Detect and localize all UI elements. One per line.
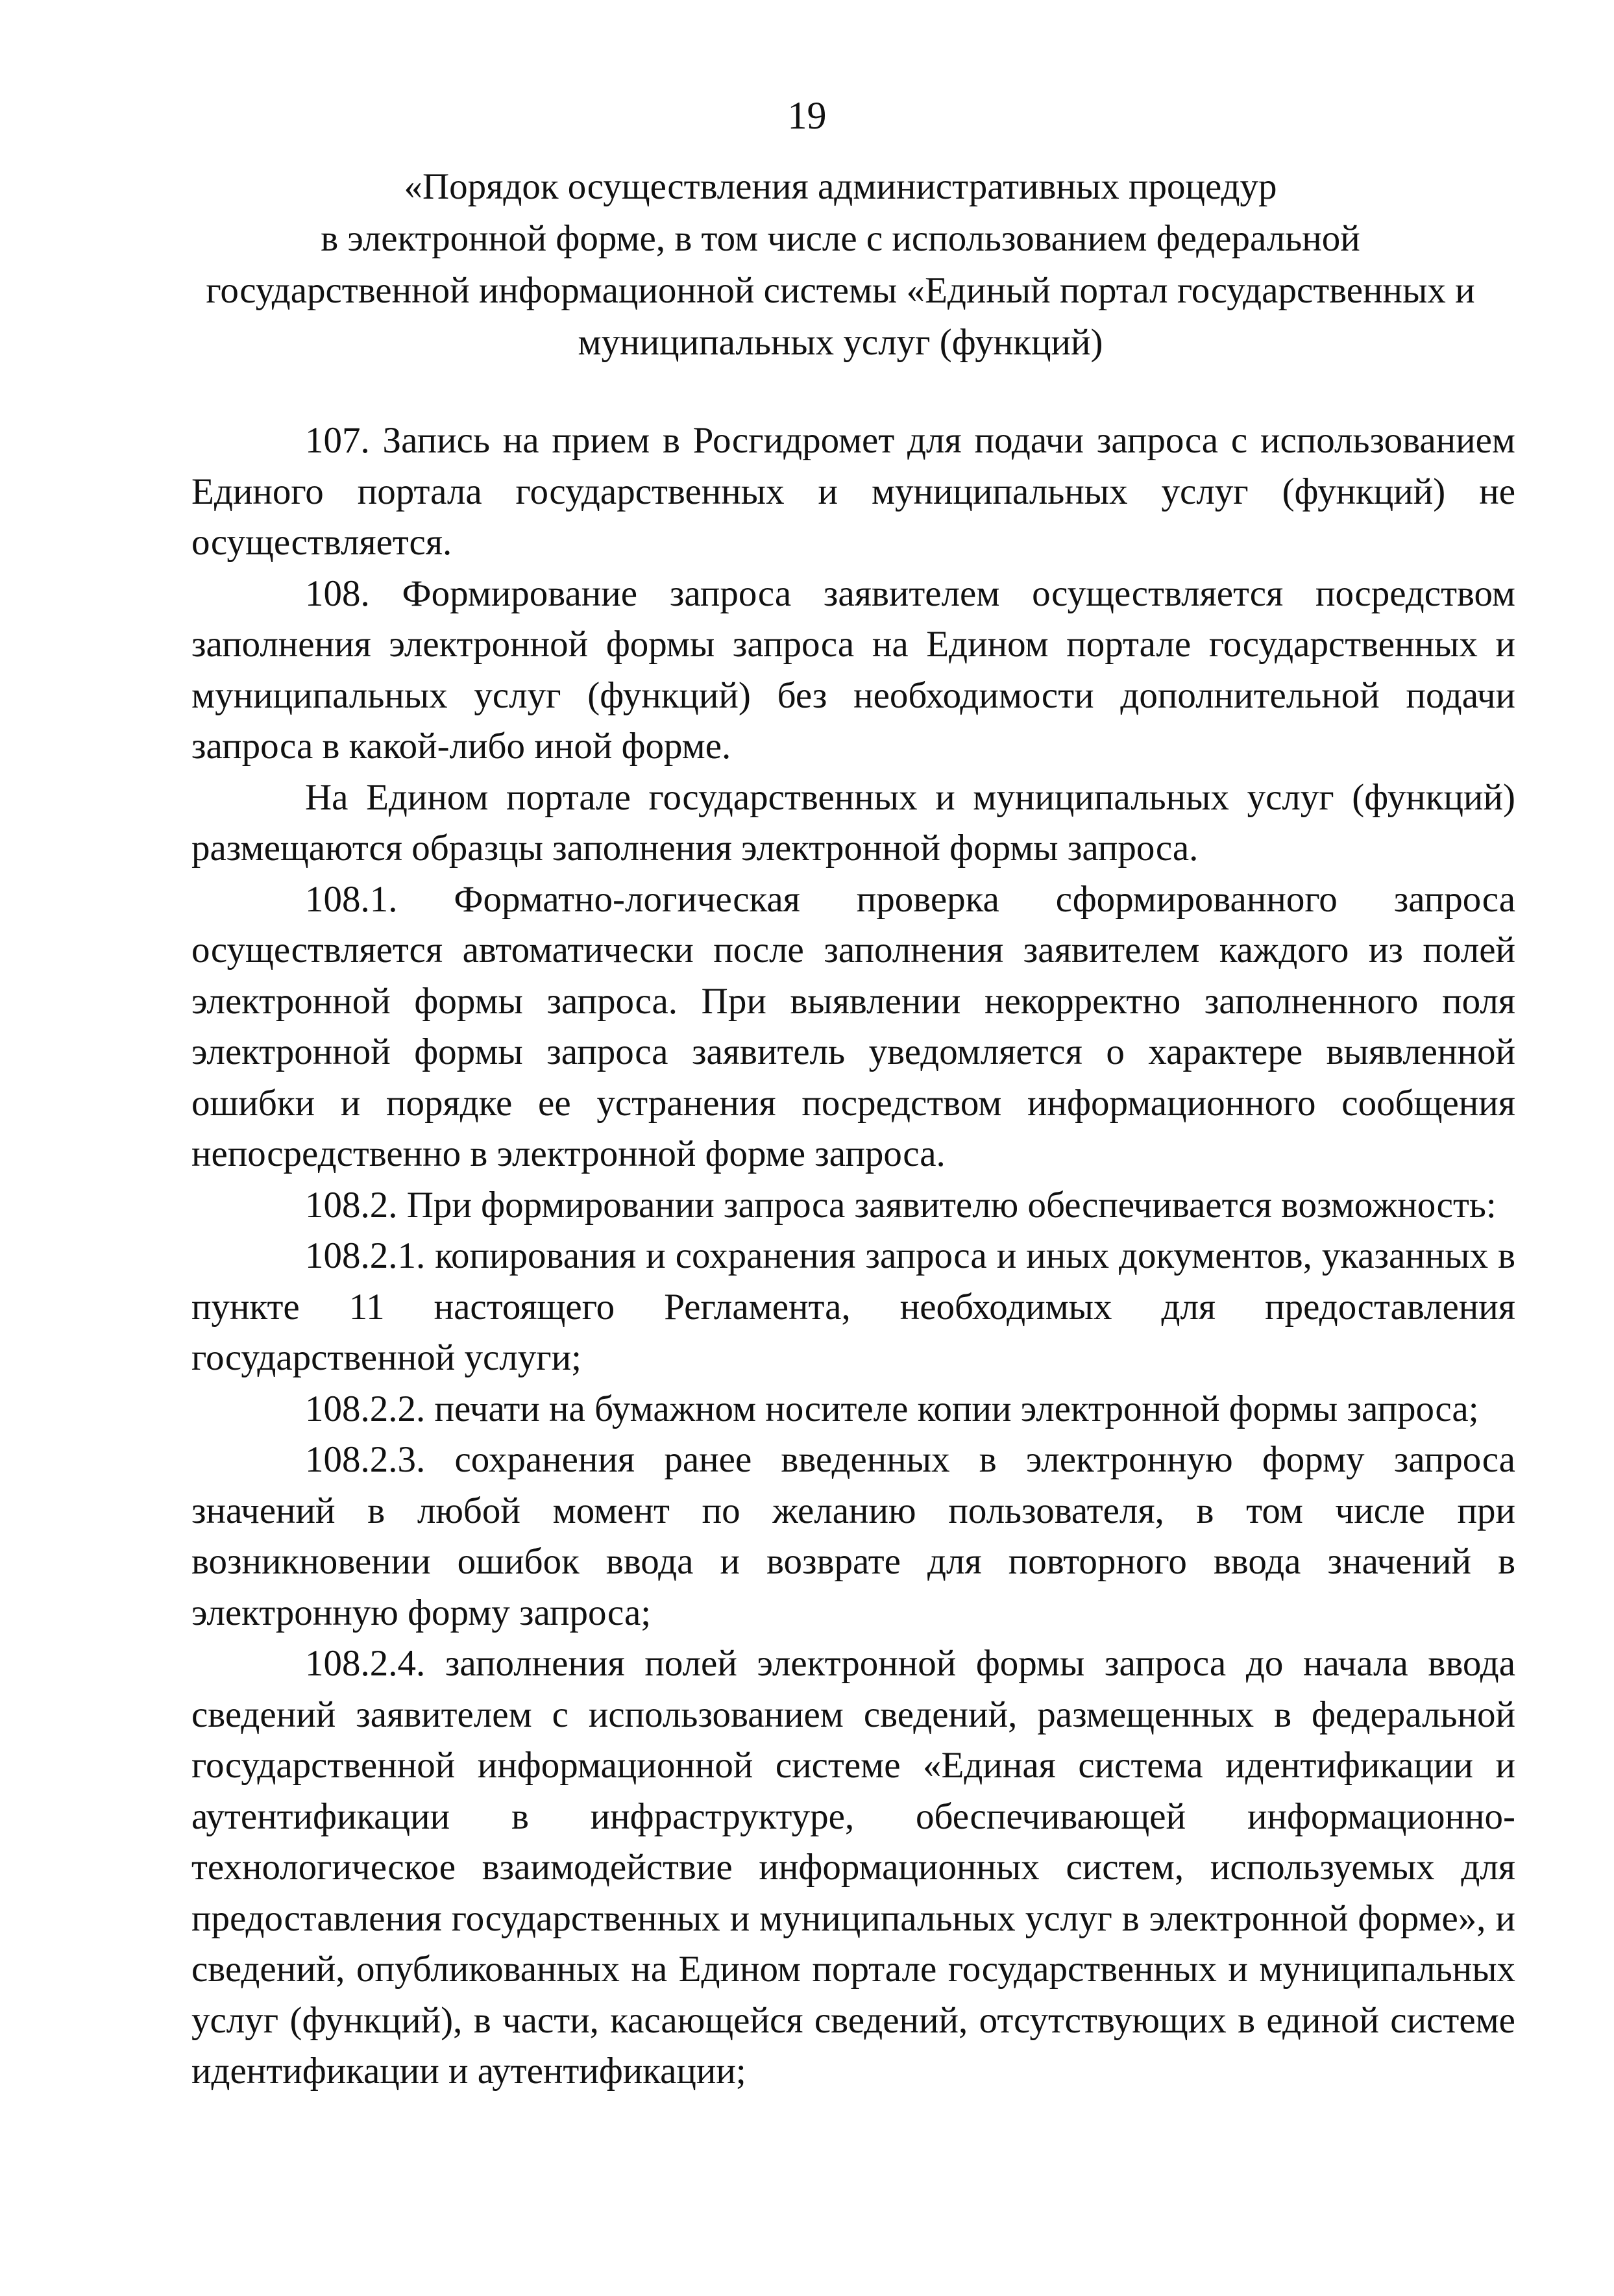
paragraph-108-2: 108.2. При формировании запроса заявителю обеспечивается возможность:: [305, 1184, 1497, 1226]
paragraph-108: 108. Формирование запроса заявителем осуществляется посредством заполнения электронной формы запроса на Едином портале государственных и муниципальных услуг (функций) без необходимости дополнительной подачи запроса в какой-либо иной форме.: [191, 573, 1515, 767]
document-body: [191, 415, 1515, 2097]
section-title: [175, 161, 1506, 369]
title-line: «Порядок осуществления административных процедур: [404, 166, 1277, 207]
paragraph-108-2-3: 108.2.3. сохранения ранее введенных в электронную форму запроса значений в любой момент по желанию пользователя, в том числе при возникновении ошибок ввода и возврате для повторного ввода значений в электронную форму запроса;: [191, 1439, 1515, 1633]
page-number: 19: [787, 94, 827, 137]
paragraph-108-2-1: 108.2.1. копирования и сохранения запроса и иных документов, указанных в пункте 11 настоящего Регламента, необходимых для предоставления государственной услуги;: [191, 1235, 1515, 1378]
paragraph-107: 107. Запись на прием в Росгидромет для подачи запроса с использованием Единого портала государственных и муниципальных услуг (функций) не осуществляется.: [191, 420, 1515, 563]
paragraph-108-2-4: 108.2.4. заполнения полей электронной формы запроса до начала ввода сведений заявителем с использованием сведений, размещенных в федеральной государственной информационной системе «Единая система идентификации и аутентификации в инфраструктуре, обеспечивающей информационно-технологическое взаимодействие информационных систем, используемых для предоставления государственных и муниципальных услуг в электронной форме», и сведений, опубликованных на Едином портале государственных и муниципальных услуг (функций), в части, касающейся сведений, отсутствующих в единой системе идентификации и аутентификации;: [191, 1643, 1515, 2092]
title-line: государственной информационной системы «Единый портал государственных и: [206, 270, 1475, 311]
paragraph-108-2-2: 108.2.2. печати на бумажном носителе копии электронной формы запроса;: [305, 1388, 1479, 1429]
paragraph-108-samples: На Едином портале государственных и муниципальных услуг (функций) размещаются образцы заполнения электронной формы запроса.: [191, 776, 1515, 869]
title-line: муниципальных услуг (функций): [578, 322, 1103, 363]
paragraph-108-1: 108.1. Форматно-логическая проверка сформированного запроса осуществляется автоматически после заполнения заявителем каждого из полей электронной формы запроса. При выявлении некорректно заполненного поля электронной формы запроса заявитель уведомляется о характере выявленной ошибки и порядке ее устранения посредством информационного сообщения непосредственно в электронной форме запроса.: [191, 878, 1515, 1174]
title-line: в электронной форме, в том числе с использованием федеральной: [321, 218, 1360, 259]
